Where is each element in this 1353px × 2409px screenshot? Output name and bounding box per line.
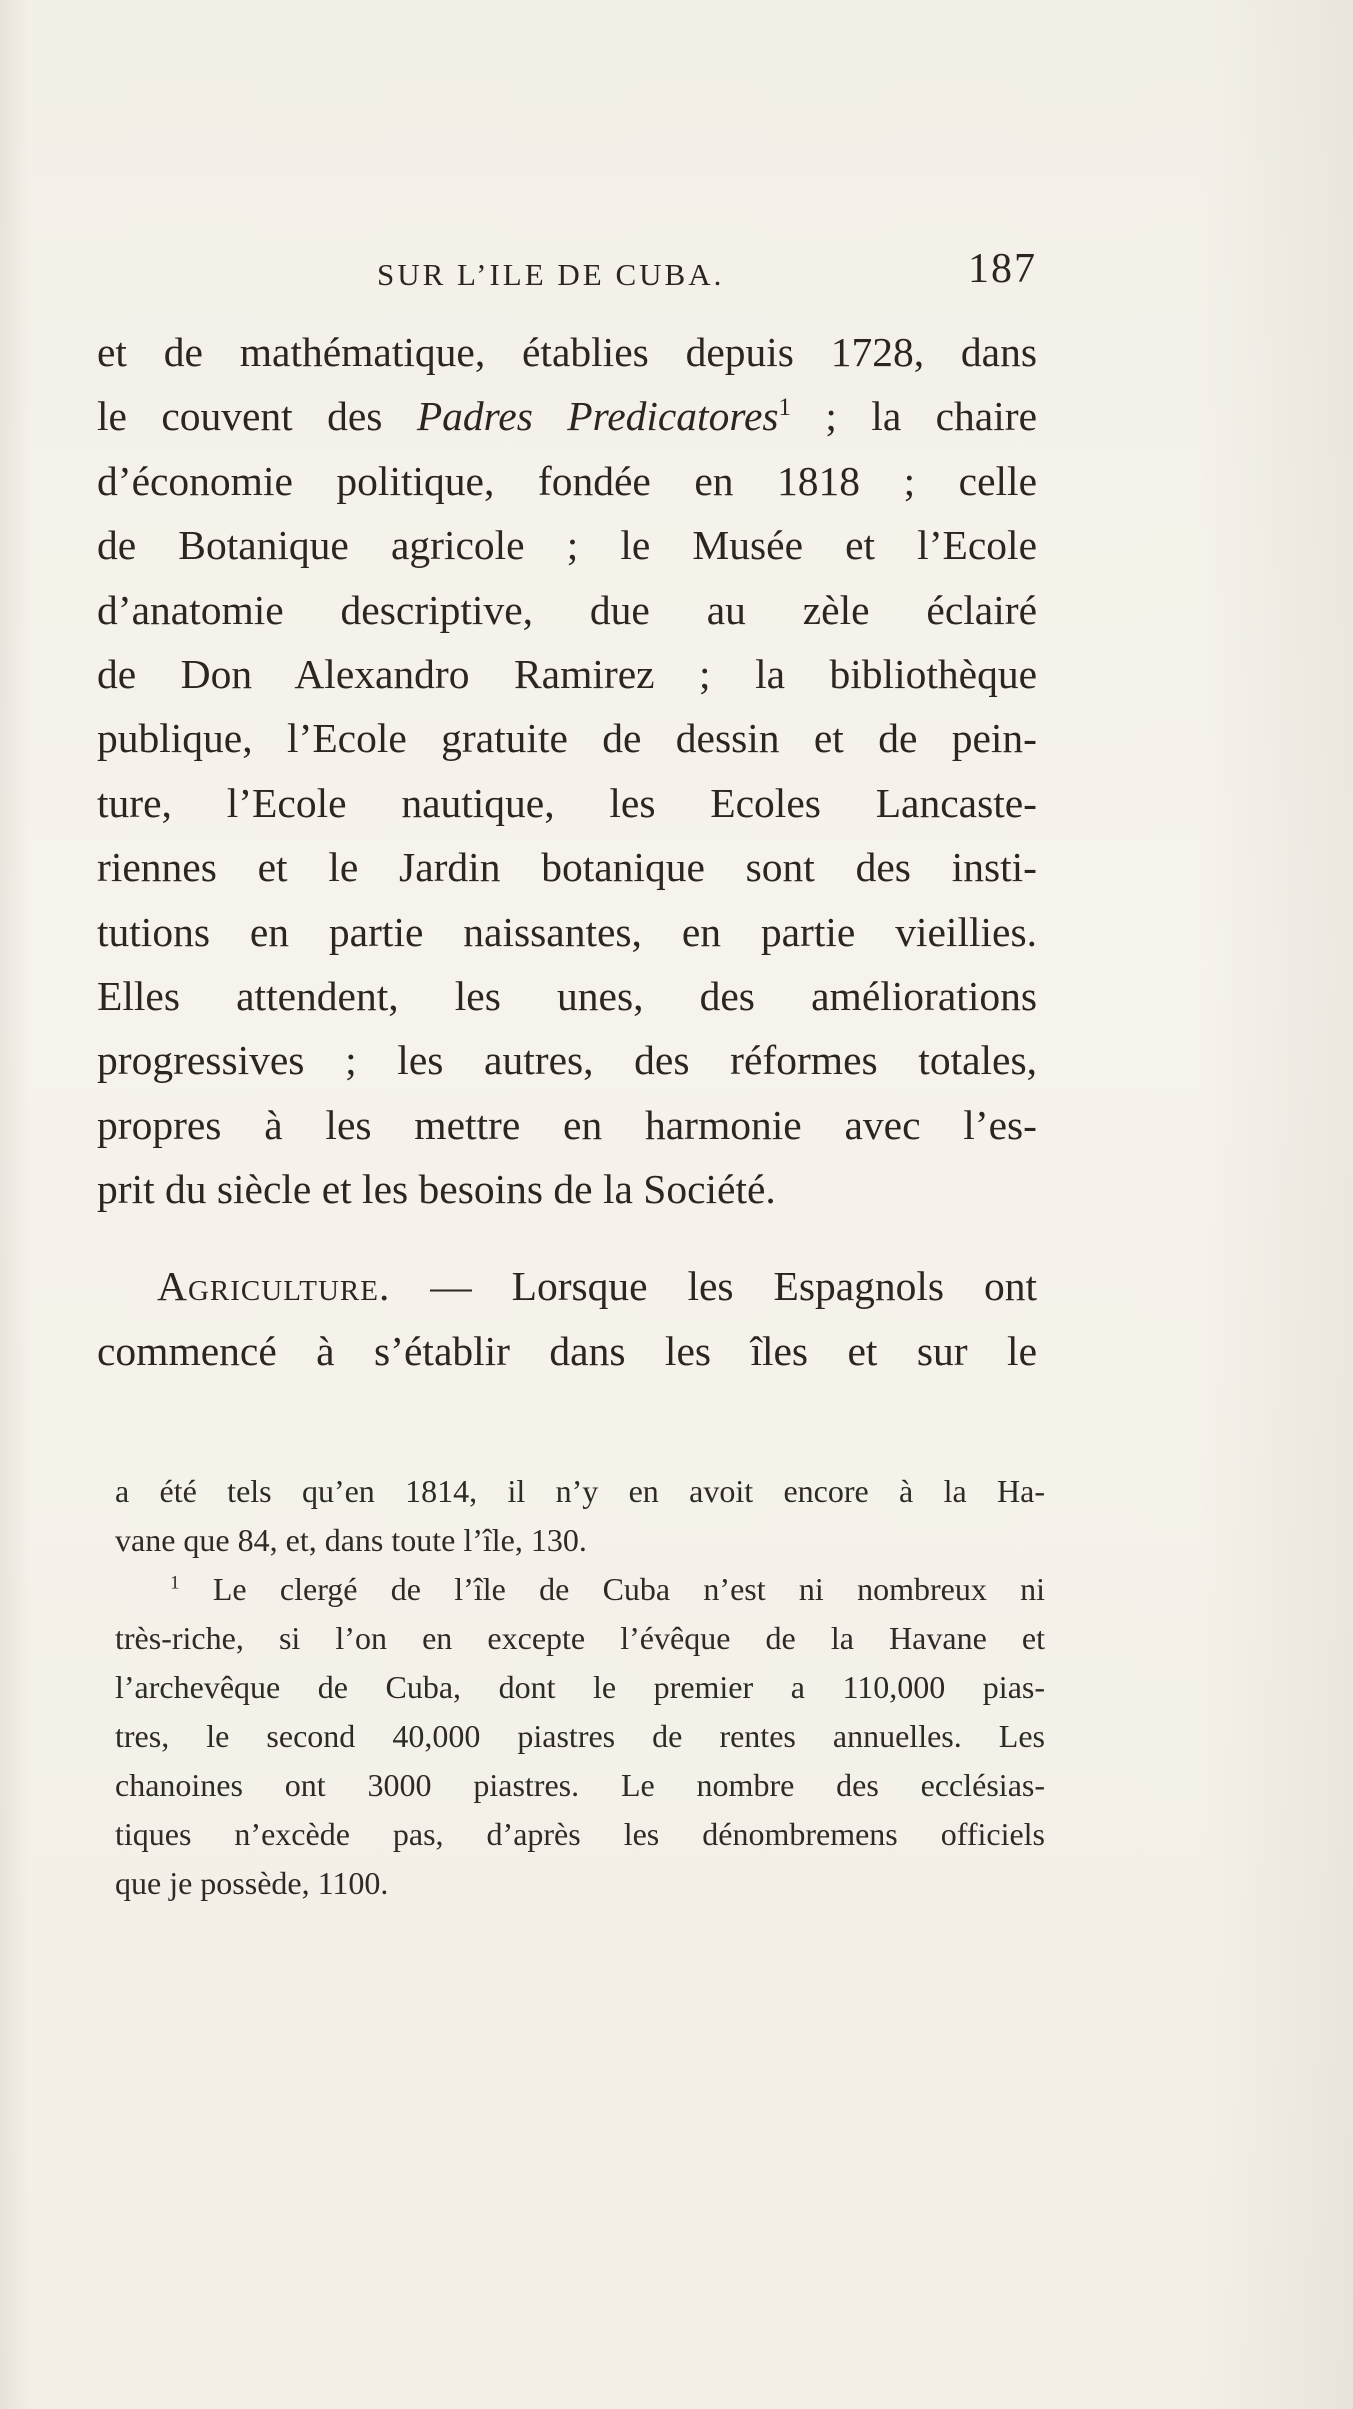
paragraph-gap bbox=[97, 1221, 1037, 1254]
text-line: prit du siècle et les besoins de la Société. bbox=[97, 1166, 776, 1213]
footnote-line: vane que 84, et, dans toute l’île, 130. bbox=[115, 1522, 587, 1558]
text-line: d’anatomie descriptive, due au zèle éclairé bbox=[97, 586, 1037, 633]
text-line: riennes et le Jardin botanique sont des insti- bbox=[97, 844, 1037, 891]
text-segment: Le clergé de l’île de Cuba n’est ni nombreux ni bbox=[179, 1571, 1045, 1607]
text-line: tutions en partie naissantes, en partie vieillies. bbox=[97, 908, 1037, 955]
text-segment: — Lorsque les Espagnols ont bbox=[390, 1263, 1037, 1310]
main-text bbox=[97, 320, 1037, 1383]
text-segment: le couvent des bbox=[97, 393, 383, 440]
footnote-line: tiques n’excède pas, d’après les dénombremens officiels bbox=[115, 1816, 1045, 1852]
text-line: commencé à s’établir dans les îles et sur le bbox=[97, 1327, 1037, 1374]
page-number: 187 bbox=[968, 246, 1037, 292]
text-line: propres à les mettre en harmonie avec l’es- bbox=[97, 1101, 1037, 1148]
footnote-line: chanoines ont 3000 piastres. Le nombre des ecclésias- bbox=[115, 1767, 1045, 1803]
text-line: de Don Alexandro Ramirez ; la bibliothèque bbox=[97, 650, 1037, 697]
footnote-marker: 1 bbox=[170, 1572, 180, 1594]
text-line bbox=[97, 384, 1037, 448]
footnote-line bbox=[115, 1565, 1045, 1614]
text-line: et de mathématique, établies depuis 1728, dans bbox=[97, 329, 1037, 375]
text-line: ture, l’Ecole nautique, les Ecoles Lancaste- bbox=[97, 779, 1037, 826]
text-line: Elles attendent, les unes, des améliorations bbox=[97, 972, 1037, 1019]
page-header bbox=[97, 245, 1037, 305]
text-line: de Botanique agricole ; le Musée et l’Ecole bbox=[97, 522, 1037, 569]
footnote-line: que je possède, 1100. bbox=[115, 1865, 389, 1901]
footnote-marker: 1 bbox=[778, 394, 791, 422]
text-line: d’économie politique, fondée en 1818 ; celle bbox=[97, 457, 1037, 504]
footnote-line: l’archevêque de Cuba, dont le premier a 110,000 pias- bbox=[115, 1669, 1045, 1705]
footnote-line: très-riche, si l’on en excepte l’évêque de la Havane et bbox=[115, 1620, 1045, 1656]
text-line: progressives ; les autres, des réformes totales, bbox=[97, 1037, 1037, 1084]
section-heading: Agriculture. bbox=[157, 1263, 391, 1310]
text-line bbox=[97, 1254, 1037, 1318]
text-segment: ; la chaire bbox=[790, 393, 1037, 440]
running-head: SUR L’ILE DE CUBA. bbox=[377, 257, 725, 292]
footnote-line: tres, le second 40,000 piastres de rentes annuelles. Les bbox=[115, 1718, 1045, 1754]
footnote-line: a été tels qu’en 1814, il n’y en avoit encore à la Ha- bbox=[115, 1473, 1045, 1509]
italic-title: Padres Predicatores bbox=[416, 393, 779, 440]
text-line: publique, l’Ecole gratuite de dessin et de pein- bbox=[97, 715, 1037, 762]
footnotes bbox=[115, 1467, 1045, 1908]
